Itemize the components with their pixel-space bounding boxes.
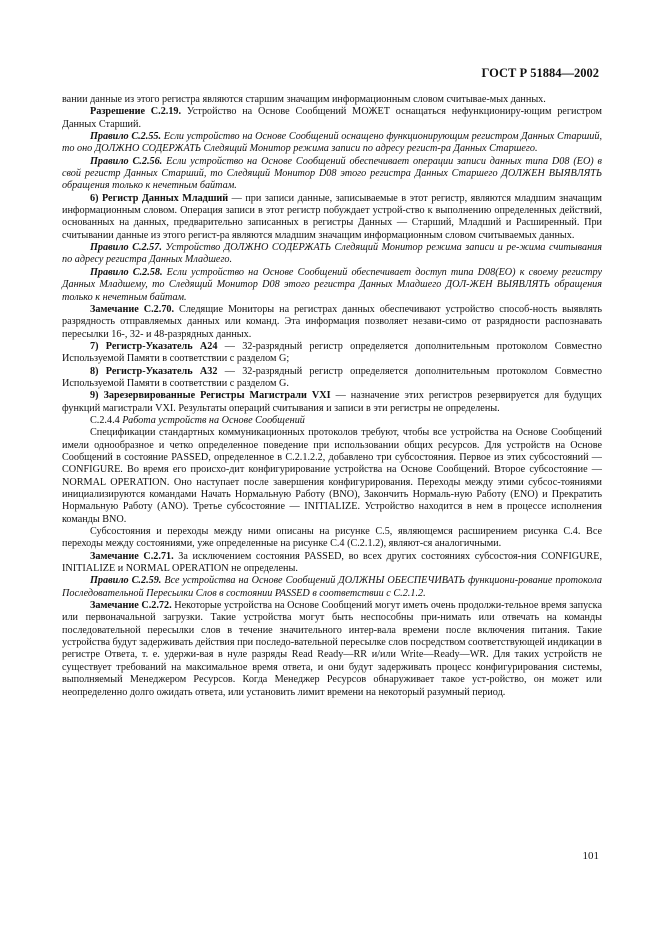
- document-body: [62, 94, 602, 699]
- text-run: — при записи данные, записываемые в этот регистр, являются младшим значащим информационным словом. Операция записи в этот регистр побуждает устрой-ство к выполнению определенных действий, основанных на данных, предварительно записанных в регистры Данных — Старший, Младший и Расширенный. При считывании данные из этого регист-ра являются младшим значащим информационным словом считываемых данных.: [62, 192, 602, 241]
- text-run: Разрешение С.2.19.: [90, 106, 182, 118]
- text-run: С.2.4.4: [90, 414, 123, 426]
- text-run: Правило С.2.58.: [90, 266, 163, 278]
- text-run: вании данные из этого регистра являются старшим значащим информационным словом считывае-мых данных.: [62, 94, 546, 105]
- text-run: 8) Регистр-Указатель А32: [90, 365, 218, 377]
- page-number: 101: [582, 850, 599, 862]
- text-run: Субсостояния и переходы между ними описаны на рисунке С.5, являющемся расширением рисунка С.4. Все переходы между состояниями, уже определенные на рисунке С.4 (С.2.1.2), являют-ся аналогичными.: [62, 526, 602, 550]
- paragraph: [62, 575, 602, 600]
- text-run: Если устройство на Основе Сообщений обеспечивает доступ типа D08(EO) к своему регистру Данных Младшему, то Следящий Монитор D08 этого регистра Данных Младшего ДОЛ-ЖЕН ВЫЯВЛЯТЬ обращения только к нечетным байтам.: [62, 266, 602, 303]
- paragraph: [62, 600, 602, 699]
- paragraph: [62, 366, 602, 391]
- text-run: Некоторые устройства на Основе Сообщений могут иметь очень продолжи-тельное время запуска или первоначальной загрузки. Такие устройства могут быть неспособны при-нимать или отвечать на команды последовательной пересылки слов в течение значительного интер-вала времени после включения питания. Такие устройства будут задерживать действия при последо-вательной пересылке слов посредством соответствующей индикации в регистре Ответа, т. е. удержи-вая в нуле разряды Read Ready—RR и/или Write—Ready—WR. Для таких устройств не существует требований на максимальное время ответа, и они будут задерживать процесс конфигурирования системы, выполняемый Менеджером Ресурсов. Когда Менеджер Ресурсов обнаруживает такое уст-ройство, он может или неопределенно долго ожидать ответа, или установить лимит времени на некоторый разумный период.: [62, 600, 602, 698]
- paragraph: [62, 106, 602, 131]
- paragraph: [62, 551, 602, 576]
- paragraph: [62, 304, 602, 341]
- text-run: Устройство на Основе Сообщений МОЖЕТ оснащаться нефункциониру-ющим регистром Данных Старший.: [62, 106, 602, 130]
- paragraph: [62, 193, 602, 242]
- text-run: Работа устройств на Основе Сообщений: [122, 414, 305, 426]
- text-run: Замечание С.2.72.: [90, 600, 172, 612]
- text-run: Если устройство на Основе Сообщений оснащено функционирующим регистром Данных Старший, то оно ДОЛЖНО СОДЕРЖАТЬ Следящий Монитор режима записи по адресу регист-ра Данных Старшего.: [62, 131, 602, 155]
- paragraph: [62, 131, 602, 156]
- paragraph: [62, 427, 602, 526]
- document-header: ГОСТ Р 51884—2002: [481, 66, 599, 80]
- text-run: Устройство ДОЛЖНО СОДЕРЖАТЬ Следящий Монитор режима записи и ре-жима считывания по адресу регистра Данных Младшего.: [62, 242, 602, 266]
- text-run: Следящие Мониторы на регистрах данных обеспечивают устройство способ-ность выявлять разрядность отправляемых данных или команд. Эта информация позволяет незави-симо от разрядности распознавать пересылки 16-, 32- и 48-разрядных данных.: [62, 303, 603, 340]
- text-run: Если устройство на Основе Сообщений обеспечивает операции записи данных типа D08 (ЕО) в свой регистр Данных Старший, то Следящий Монитор D08 этого регистра Данных Старшего ДОЛЖЕН ВЫЯВЛЯТЬ обращения только к нечетным байтам.: [62, 155, 602, 192]
- paragraph: [62, 267, 602, 304]
- text-run: Правило С.2.56.: [90, 155, 163, 167]
- text-run: Все устройства на Основе Сообщений ДОЛЖНЫ ОБЕСПЕЧИВАТЬ функциони-рование протокола Последовательной Пересылки Слов в состоянии PASSED в соответствии с С.2.1.2.: [62, 575, 602, 599]
- paragraph: [62, 242, 602, 267]
- text-run: 9) Зарезервированные Регистры Магистрали VXI: [90, 390, 331, 402]
- text-run: Правило С.2.59.: [90, 575, 162, 587]
- paragraph: [62, 94, 602, 106]
- paragraph: [62, 526, 602, 551]
- text-run: Правило С.2.55.: [90, 131, 162, 143]
- text-run: Замечание С.2.70.: [90, 303, 175, 315]
- paragraph: [62, 390, 602, 415]
- text-run: 6) Регистр Данных Младший: [90, 192, 229, 204]
- text-run: — 32-разрядный регистр определяется дополнительным протоколом Совместно Используемой Памяти в соответствии с разделом G;: [62, 340, 602, 365]
- paragraph: [62, 415, 602, 427]
- text-run: Правило С.2.57.: [90, 242, 162, 254]
- text-run: Спецификации стандартных коммуникационных протоколов требуют, чтобы все устройства на Основе Сообщений имели однообразное и четко определенное поведение при использовании общих ресурсов. Для устройств на Основе Сообщений в состояние PASSED, определенное в С.2.1.2.2, добавлено три субсостояния. Первое из этих субсостояний — CONFIGURE. Во время его происхо-дит конфигурирование устройства на Основе Сообщений. Второе субсостояние — NORMAL OPERATION. Оно наступает после завершения конфигурирования. Переходы между этими субсос-тояниями инициализируются командами Начать Нормальную Работу (BNO), Закончить Нормаль-ную Работу (ENO) и Прекратить Нормальную Работу (ANO). Третье субсостояние — INITIALIZE. Устройство находится в нем в процессе исполнения команды BNO.: [62, 427, 602, 525]
- text-run: За исключением состояния PASSED, во всех других состояниях субсостоя-ния CONFIGURE, INITIALIZE и NORMAL OPERATION не определены.: [62, 550, 602, 575]
- text-run: Замечание С.2.71.: [90, 550, 174, 562]
- text-run: — назначение этих регистров резервируется для будущих функций магистрали VXI. Результаты операций считывания и записи в эти регистры не определены.: [62, 390, 602, 414]
- text-run: — 32-разрядный регистр определяется дополнительным протоколом Совместно Используемой Памяти в соответствии с разделом G.: [62, 365, 602, 389]
- text-run: 7) Регистр-Указатель А24: [90, 340, 218, 352]
- paragraph: [62, 341, 602, 366]
- paragraph: [62, 156, 602, 193]
